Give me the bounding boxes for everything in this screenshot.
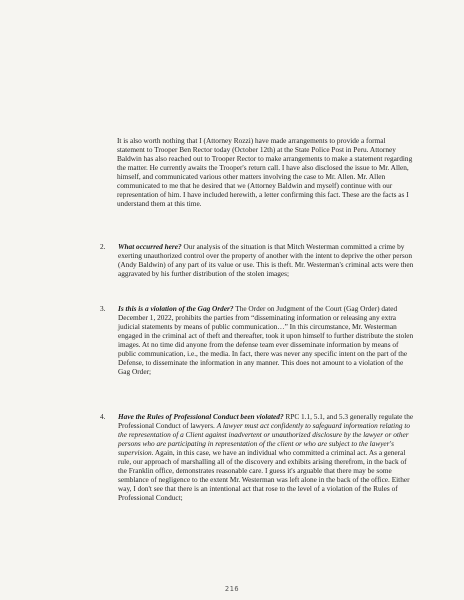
item-heading: What occurred here? <box>118 242 182 251</box>
item-body <box>118 242 416 278</box>
list-item-4 <box>100 412 416 502</box>
item-number: 2. <box>100 242 106 251</box>
item-heading: Is this is a violation of the Gag Order? <box>118 304 234 313</box>
item-text: Our analysis of the situation is that Mitch Westerman committed a crime by exerting unauthorized control over the property of another with the intent to deprive the other person (Andy Baldwin) of any part of its value or use. This is theft. Mr. Westerman's criminal acts were then aggravated by his further distribution of the stolen images; <box>118 242 414 279</box>
item-body <box>118 304 416 376</box>
item-body <box>118 412 416 502</box>
item-heading: Have the Rules of Professional Conduct been violated? <box>118 412 284 421</box>
intro-paragraph: It is also worth nothing that I (Attorney Rozzi) have made arrangements to provide a formal statement to Trooper Ben Rector today (October 12th) at the State Police Post in Peru. Attorney Baldwin has also reached out to Trooper Rector to make arrangements to make a statement regarding the matter. He currently awaits the Trooper's return call. I have also disclosed the issue to Mr. Allen, himself, and communicated various other matters involving the case to Mr. Allen. Mr. Allen communicated to me that he desired that we (Attorney Baldwin and myself) continue with our representation of him. I have included herewith, a letter confirming this fact. These are the facts as I understand them at this time. <box>117 136 413 209</box>
item-number: 3. <box>100 304 106 313</box>
item-text: The Order on Judgment of the Court (Gag Order) dated December 1, 2022, prohibits the parties from “disseminating information or releasing any extra judicial statements by means of public communication…” In this circumstance, Mr. Westerman engaged in the criminal act of theft and thereafter, took it upon himself to further distribute the stolen images. At no time did anyone from the defense team ever disseminate information by means of public communication, i.e., the media. In fact, there was never any specific intent on the part of the Defense, to disseminate the information in any manner. This does not amount to a violation of the Gag Order; <box>118 304 414 377</box>
list-item-3 <box>100 304 416 376</box>
item-text-before: RPC 1.1, 5.1, and 5.3 generally regulate the Professional Conduct of lawyers. <box>118 412 414 431</box>
item-text-after: Again, in this case, we have an individual who committed a criminal act. As a general rule, our approach of marshalling all of the discovery and exhibits arising therefrom, in the back of the Franklin office, demonstrates reasonable care. I guess it's arguable that there may be some semblance of negligence to the extent Mr. Westerman was left alone in the back of the office. Either way, I don't see that there is an intentional act that rose to the level of a violation of the Rules of Professional Conduct; <box>118 448 410 503</box>
item-italic-quote: A lawyer must act confidently to safeguard information relating to the representation of a Client against inadvertent or unauthorized disclosure by the lawyer or other persons who are participating in representation of the client or who are subject to the lawyer's supervision. <box>118 421 410 458</box>
page-number: 216 <box>224 585 240 593</box>
item-number: 4. <box>100 412 106 421</box>
list-item-2 <box>100 242 416 278</box>
